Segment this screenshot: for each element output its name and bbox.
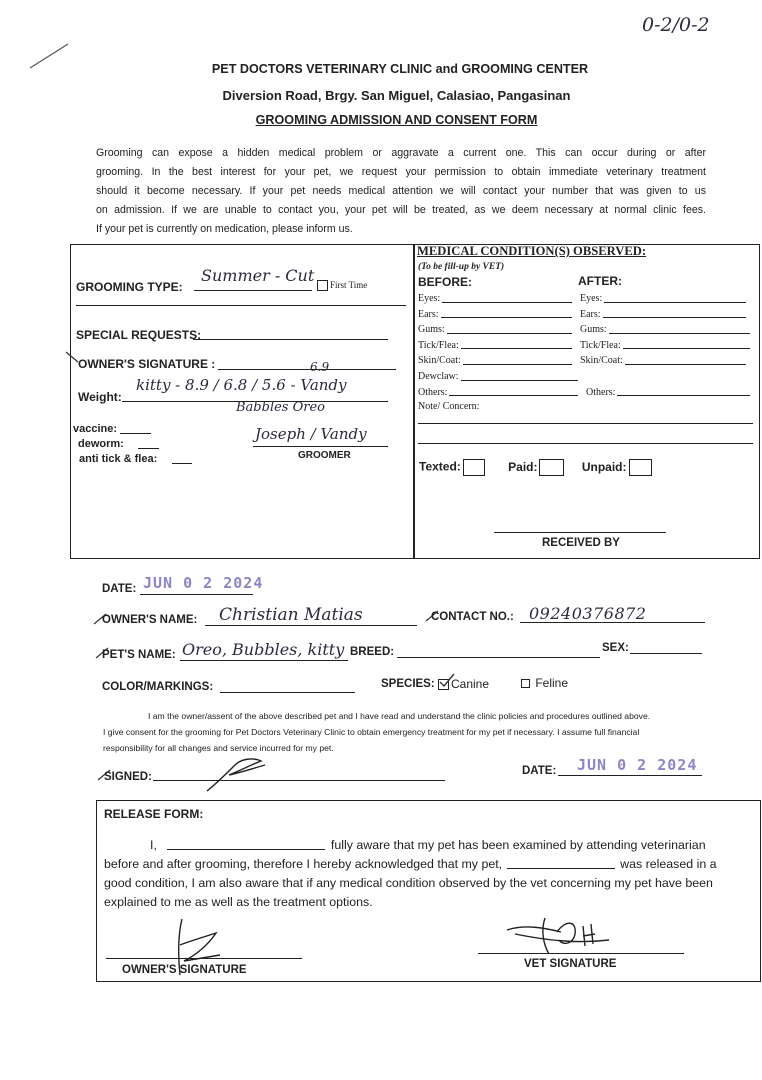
grooming-type-value[interactable]: Summer - Cut: [201, 266, 315, 285]
date2-stamp: JUN 0 2 2024: [577, 756, 698, 774]
after-row[interactable]: Ears:: [580, 307, 750, 323]
intro-line: grooming. In the best interest for your pet, we request your permission to obtain immediate veterinary treatment: [96, 166, 706, 178]
signed-label: SIGNED:: [104, 771, 152, 783]
species-label: SPECIES:: [381, 678, 435, 690]
canine-check-mark: [438, 672, 458, 692]
after-row[interactable]: Skin/Coat:: [580, 353, 750, 369]
groomer-value[interactable]: Joseph / Vandy: [255, 425, 367, 443]
deworm-field[interactable]: [138, 448, 159, 449]
panel-divider: [413, 244, 415, 558]
feline-option[interactable]: [521, 676, 568, 690]
breed-label: BREED:: [350, 646, 395, 658]
unpaid-label: Unpaid:: [581, 459, 627, 474]
signed-field[interactable]: [153, 780, 445, 781]
consent-line: responsibility for all changes and service incurred for my pet.: [103, 743, 334, 753]
release-pet-field[interactable]: [507, 855, 615, 869]
release-line-2: before and after grooming, therefore I hereby acknowledged that my pet, was released in a: [104, 857, 717, 871]
weight-value[interactable]: kitty - 8.9 / 6.8 / 5.6 - Vandy: [136, 376, 347, 394]
deworm-label: deworm:: [78, 438, 124, 450]
received-by-line[interactable]: [494, 532, 666, 533]
before-row[interactable]: Eyes:: [418, 291, 578, 307]
anti-tick-field[interactable]: [172, 463, 192, 464]
release-line-3: good condition, I am also aware that if any medical condition observed by the vet concerning my pet have been: [104, 876, 713, 890]
release-line-4: explained to me as well as the treatment options.: [104, 895, 373, 909]
status-row: [419, 459, 652, 476]
form-title: GROOMING ADMISSION AND CONSENT FORM: [255, 113, 538, 127]
feline-label: Feline: [535, 676, 569, 690]
weight-correction: 6.9: [310, 360, 330, 374]
before-row[interactable]: Ears:: [418, 307, 578, 323]
sex-label: SEX:: [602, 642, 629, 654]
release-title: RELEASE FORM:: [104, 807, 204, 821]
before-row[interactable]: Tick/Flea:: [418, 338, 578, 354]
before-row[interactable]: Gums:: [418, 322, 578, 338]
texted-label: Texted:: [419, 459, 461, 474]
contact-label: CONTACT NO.:: [431, 611, 514, 623]
after-row[interactable]: Tick/Flea:: [580, 338, 750, 354]
after-label: AFTER:: [578, 274, 622, 288]
sex-field[interactable]: [630, 653, 702, 654]
clinic-address: Diversion Road, Brgy. San Miguel, Calasiao, Pangasinan: [222, 88, 571, 103]
consent-line: I give consent for the grooming for Pet Doctors Veterinary Clinic to obtain emergency treatment for my pet if necessary. I assume full financial: [103, 727, 640, 737]
color-label: COLOR/MARKINGS:: [102, 681, 214, 693]
pet-names-note: Babbles Oreo: [236, 400, 325, 415]
intro-paragraph: [96, 144, 706, 239]
anti-tick-label: anti tick & flea:: [79, 453, 158, 465]
pet-name-value[interactable]: Oreo, Bubbles, kitty: [182, 640, 345, 659]
date2-label: DATE:: [522, 765, 557, 777]
first-time-label: First Time: [330, 280, 368, 290]
before-row[interactable]: Others:: [418, 385, 578, 401]
intro-line: on admission. If we are unable to contact you, your pet will be treated, as we deem necessary at normal clinic fees.: [96, 204, 706, 216]
corner-note: 0-2/0-2: [642, 14, 710, 36]
paid-checkbox[interactable]: [539, 459, 564, 476]
date-stamp: JUN 0 2 2024: [143, 574, 264, 592]
weight-label: Weight:: [78, 390, 122, 404]
owner-sig-label: OWNER'S SIGNATURE: [122, 964, 247, 976]
consent-paragraph: [103, 708, 707, 756]
note-line[interactable]: [418, 423, 753, 424]
after-row[interactable]: Eyes:: [580, 291, 750, 307]
special-requests-label: SPECIAL REQUESTS:: [76, 328, 202, 342]
vaccine-field[interactable]: [120, 433, 151, 434]
texted-checkbox[interactable]: [463, 459, 485, 476]
after-row[interactable]: Others:: [580, 385, 750, 401]
first-time-checkbox[interactable]: [317, 280, 328, 291]
consent-line: I am the owner/assent of the above described pet and I have read and understand the clinic policies and procedures outlined above.: [148, 711, 651, 721]
after-checklist: [580, 291, 750, 400]
after-row[interactable]: Gums:: [580, 322, 750, 338]
release-owner-field[interactable]: [167, 836, 325, 850]
special-requests-field[interactable]: [193, 339, 388, 340]
owner-signature-scribble: [203, 755, 273, 795]
note-line[interactable]: [418, 443, 753, 444]
vet-sig-label: VET SIGNATURE: [524, 958, 617, 970]
canine-label: Canine: [451, 677, 490, 691]
clinic-name: PET DOCTORS VETERINARY CLINIC and GROOMING CENTER: [211, 62, 589, 76]
before-row[interactable]: Dewclaw:: [418, 369, 578, 385]
paid-label: Paid:: [508, 459, 538, 474]
owner-signature-field[interactable]: [218, 369, 396, 370]
pet-name-label: PET'S NAME:: [102, 649, 176, 661]
release-paragraph: [104, 836, 756, 912]
note-concern-label: Note/ Concern:: [418, 401, 480, 412]
vaccine-label: vaccine:: [73, 423, 118, 435]
date-label: DATE:: [102, 583, 137, 595]
before-checklist: [418, 291, 578, 400]
received-by-label: RECEIVED BY: [542, 537, 620, 549]
contact-value[interactable]: 09240376872: [529, 604, 647, 623]
medical-subtitle: (To be fill-up by VET): [418, 262, 505, 272]
owner-name-value[interactable]: Christian Matias: [219, 605, 363, 625]
unpaid-checkbox[interactable]: [629, 459, 652, 476]
medical-title: MEDICAL CONDITION(S) OBSERVED:: [417, 244, 647, 258]
release-line-1: I, fully aware that my pet has been examined by attending veterinarian: [150, 838, 706, 852]
intro-line: should it become necessary. If your pet needs medical attention we will contact your number that was given to us: [96, 185, 706, 197]
owner-signature-label: OWNER'S SIGNATURE :: [78, 357, 216, 371]
color-field[interactable]: [220, 692, 355, 693]
first-time-option[interactable]: [317, 280, 367, 291]
groomer-label: GROOMER: [298, 450, 351, 461]
grooming-type-label: GROOMING TYPE:: [76, 280, 183, 294]
owner-name-label: OWNER'S NAME:: [102, 614, 198, 626]
before-row[interactable]: Skin/Coat:: [418, 353, 578, 369]
feline-checkbox[interactable]: [521, 679, 530, 688]
intro-line: Grooming can expose a hidden medical problem or aggravate a current one. This can occur during or after: [96, 147, 706, 159]
intro-line: If your pet is currently on medication, please inform us.: [96, 223, 353, 235]
before-label: BEFORE:: [418, 275, 472, 289]
breed-field[interactable]: [397, 657, 600, 658]
